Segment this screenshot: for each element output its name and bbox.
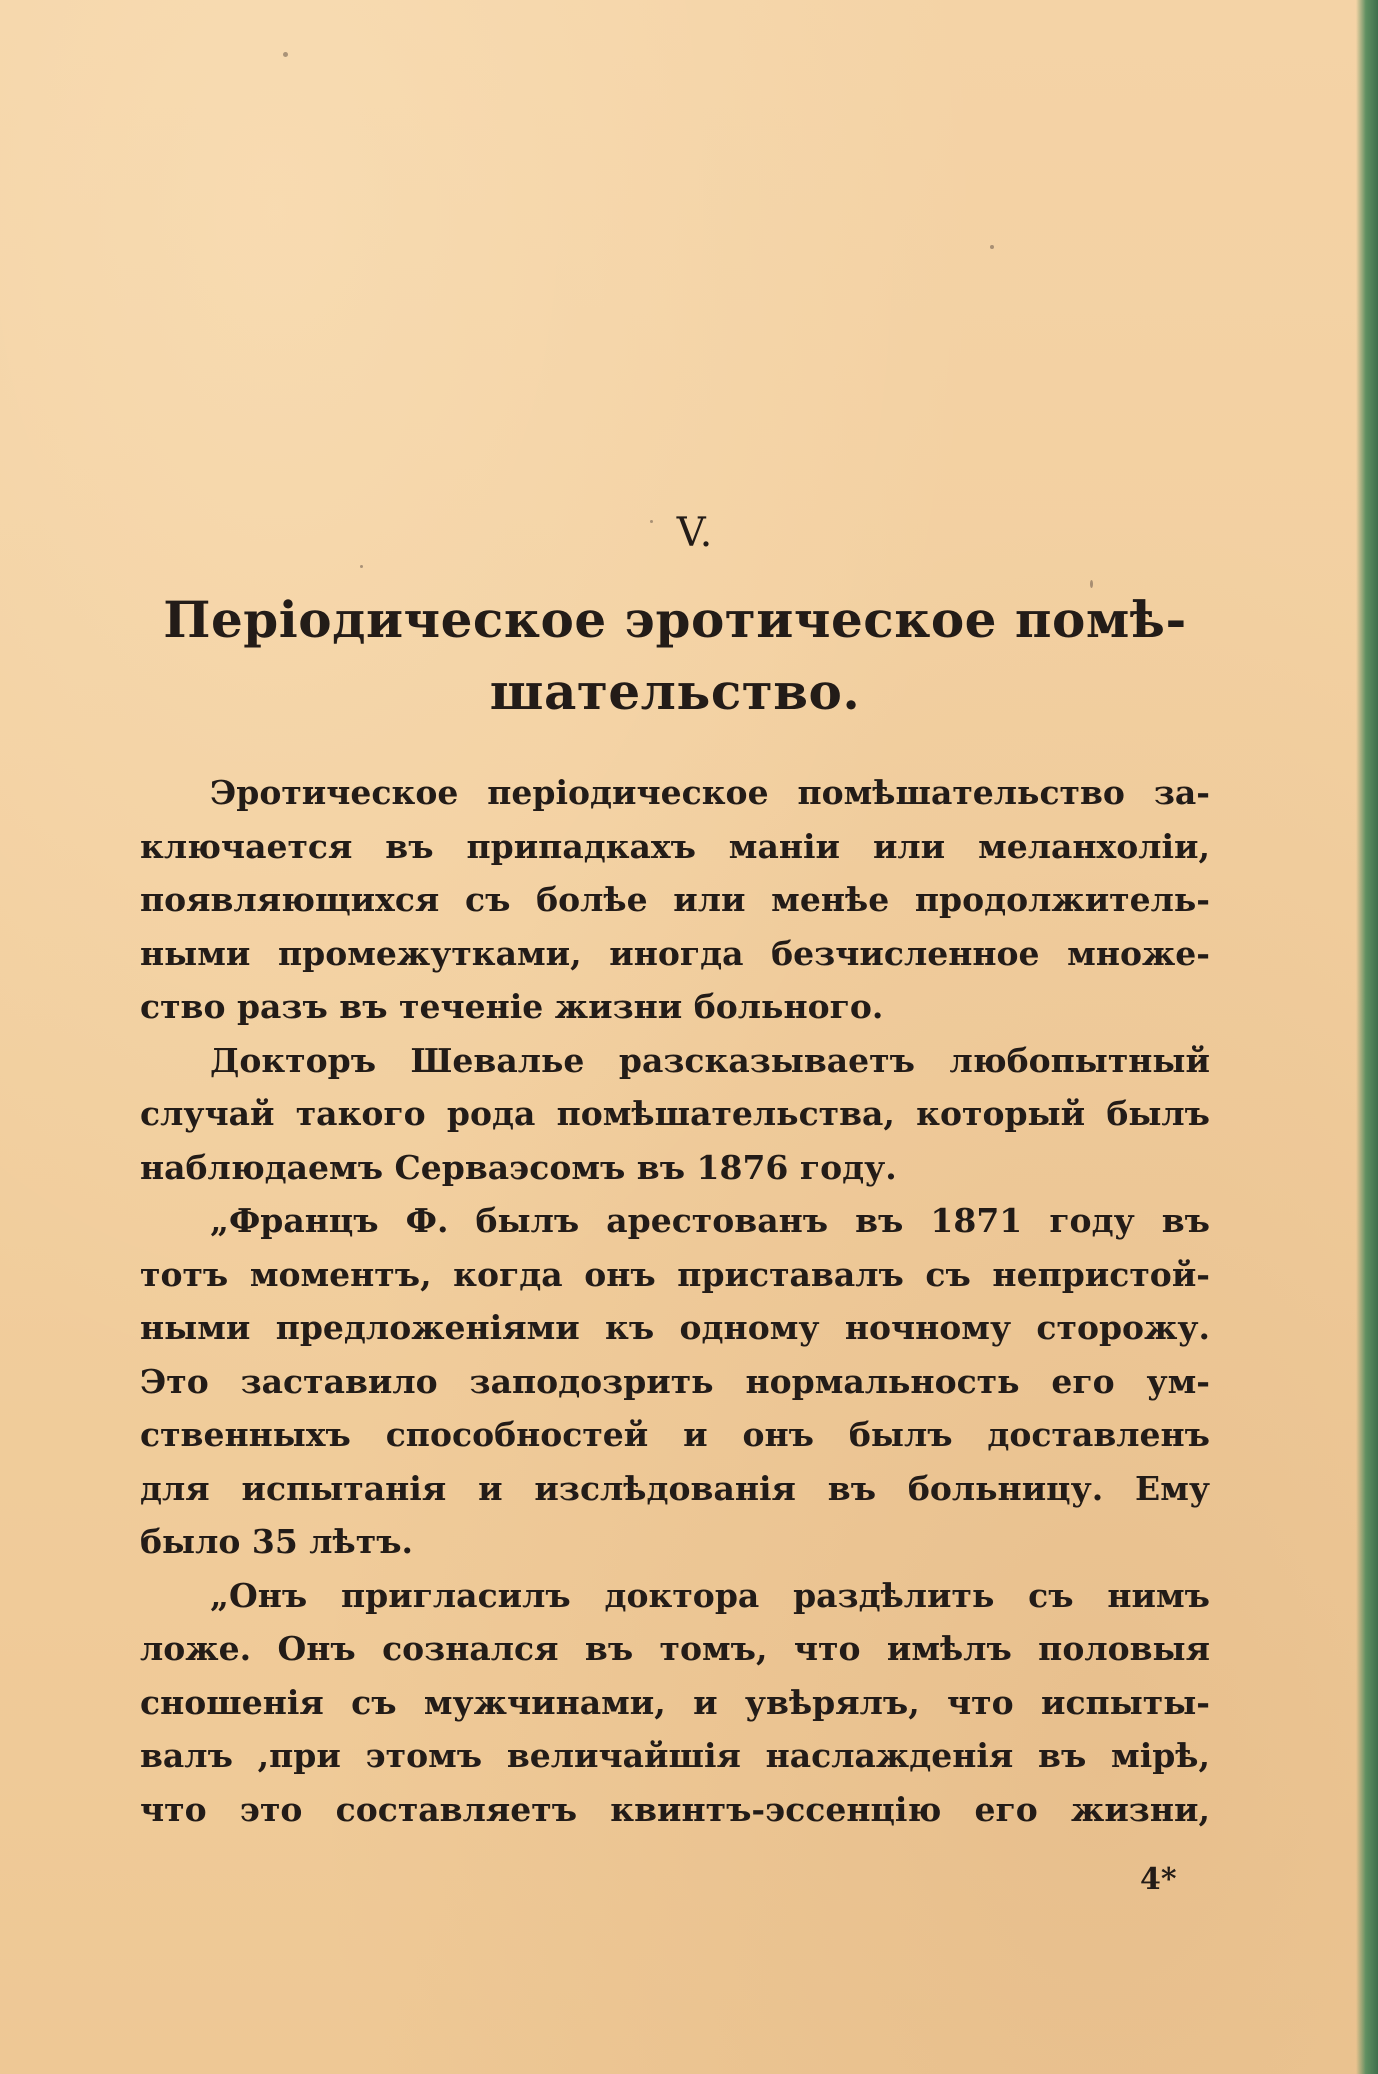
- paragraph: [140, 766, 1210, 1034]
- signature-mark: 4*: [1140, 1862, 1177, 1897]
- text-line: валъ ,при этомъ величайшія наслажденія въ мірѣ,: [140, 1736, 1210, 1775]
- book-page: [140, 510, 1210, 1836]
- text-line: ственныхъ способностей и онъ былъ доставленъ: [140, 1415, 1210, 1454]
- text-line: наблюдаемъ Серваэсомъ въ 1876 году.: [140, 1147, 897, 1187]
- paragraph: [140, 1569, 1210, 1837]
- text-line: случай такого рода помѣшательства, который былъ: [140, 1094, 1210, 1133]
- text-line: ложе. Онъ сознался въ томъ, что имѣлъ половыя: [140, 1629, 1210, 1668]
- text-line: появляющихся съ болѣе или менѣе продолжитель-: [140, 880, 1210, 919]
- chapter-title: [140, 584, 1210, 728]
- text-line: Эротическое періодическое помѣшательство за-: [210, 773, 1210, 812]
- text-line: сношенія съ мужчинами, и увѣрялъ, что испыты-: [140, 1682, 1210, 1722]
- paragraph: [140, 1034, 1210, 1195]
- text-line: „Францъ Ф. былъ арестованъ въ 1871 году въ: [210, 1201, 1210, 1240]
- text-line: что это составляетъ квинтъ-эссенцію его жизни,: [140, 1789, 1210, 1829]
- text-line: Это заставило заподозрить нормальность его ум-: [140, 1361, 1210, 1401]
- text-line: ными промежутками, иногда безчисленное множе-: [140, 933, 1210, 973]
- text-line: ными предложеніями къ одному ночному сторожу.: [140, 1308, 1210, 1347]
- chapter-title-line: шательство.: [489, 662, 861, 721]
- chapter-title-line: Періодическое эротическое помѣ-: [163, 590, 1187, 649]
- text-line: Докторъ Шевалье разсказываетъ любопытный: [210, 1040, 1210, 1080]
- text-line: было 35 лѣтъ.: [140, 1522, 413, 1561]
- text-line: ключается въ припадкахъ маніи или меланхоліи,: [140, 826, 1210, 866]
- text-line: „Онъ пригласилъ доктора раздѣлить съ нимъ: [210, 1575, 1210, 1615]
- paper-speck: [990, 245, 994, 249]
- text-line: ство разъ въ теченіе жизни больного.: [140, 987, 884, 1026]
- paragraph: [140, 1194, 1210, 1569]
- chapter-number: V.: [676, 510, 714, 556]
- paper-speck: [283, 52, 288, 57]
- page-edge-stain: [1356, 0, 1378, 2074]
- text-line: для испытанія и изслѣдованія въ больницу. Ему: [140, 1468, 1210, 1508]
- text-line: тотъ моментъ, когда онъ приставалъ съ непристой-: [140, 1254, 1210, 1294]
